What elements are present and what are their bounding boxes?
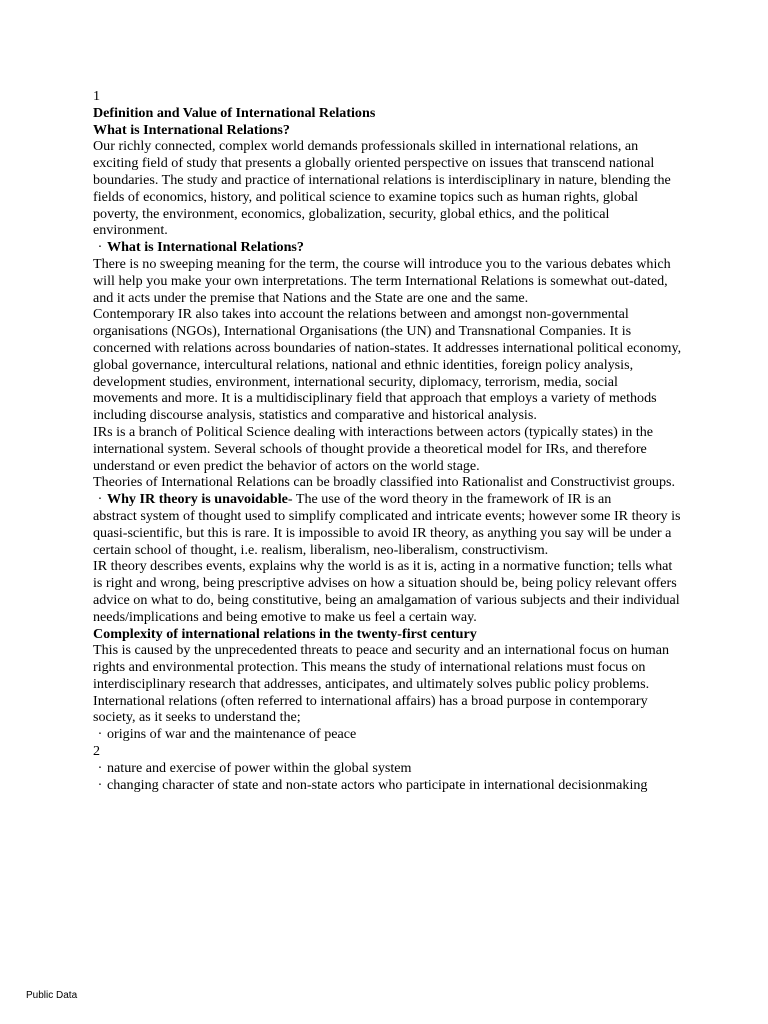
section-heading: Complexity of international relations in the twenty-first century xyxy=(93,625,477,642)
page-number: 2 xyxy=(93,743,101,760)
paragraph: IR theory describes events, explains why the world is as it is, acting in a normative function; tells what is right and wrong, being prescriptive advises on how a situation should be, being policy relevant offers advice on what to do, being constitutive, being an amalgamation of various subjects and their individual needs/implications and being emotive to make us feel a certain way. xyxy=(93,558,680,625)
document-body xyxy=(93,88,683,793)
bullet-icon: · xyxy=(97,491,103,508)
paragraph: Theories of International Relations can be broadly classified into Rationalist and Constructivist groups. xyxy=(93,474,676,491)
list-item xyxy=(93,760,683,777)
bullet-heading-text: What is International Relations? xyxy=(107,239,304,256)
list-item xyxy=(93,726,683,743)
bullet-heading xyxy=(93,239,683,256)
paragraph: abstract system of thought used to simplify complicated and intricate events; however some IR theory is quasi-scientific, but this is rare. It is impossible to avoid IR theory, as anything you say will be under a certain school of thought, i.e. realism, liberalism, neo-liberalism, constructivism. xyxy=(93,507,681,558)
bullet-icon: · xyxy=(97,726,103,743)
section-heading: What is International Relations? xyxy=(93,121,290,138)
paragraph: Contemporary IR also takes into account the relations between and amongst non-governmental organisations (NGOs), International Organisations (the UN) and Transnational Companies. It is concerned with relations across boundaries of nation-states. It addresses international political economy, global governance, intercultural relations, national and ethnic identities, foreign policy analysis, development studies, environment, international security, diplomacy, terrorism, media, social movements and more. It is a multidisciplinary field that approach that employs a variety of methods including discourse analysis, statistics and comparative and historical analysis. xyxy=(93,306,682,424)
list-item-text: nature and exercise of power within the global system xyxy=(107,759,412,776)
footer-label: Public Data xyxy=(26,990,78,1001)
bullet-heading-continuation: - The use of the word theory in the framework of IR is an xyxy=(287,491,612,508)
bullet-heading-text: Why IR theory is unavoidable xyxy=(107,491,288,508)
paragraph: IRs is a branch of Political Science dealing with interactions between actors (typically states) in the international system. Several schools of thought provide a theoretical model for IRs, and therefore understand or even predict the behavior of actors on the world stage. xyxy=(93,423,654,474)
list-item-text: origins of war and the maintenance of peace xyxy=(107,726,357,743)
page-number: 1 xyxy=(93,88,101,104)
paragraph: Our richly connected, complex world demands professionals skilled in international relations, an exciting field of study that presents a globally oriented perspective on issues that transcend national boundaries. The study and practice of international relations is interdisciplinary in nature, blending the fields of economics, history, and political science to examine topics such as human rights, global poverty, the environment, economics, globalization, security, global ethics, and the political environment. xyxy=(93,138,671,239)
bullet-icon: · xyxy=(97,239,103,256)
bullet-icon: · xyxy=(97,759,103,776)
list-item-text: changing character of state and non-state actors who participate in international decisionmaking xyxy=(107,776,648,793)
bullet-heading xyxy=(93,491,683,508)
bullet-icon: · xyxy=(97,776,103,793)
paragraph: There is no sweeping meaning for the term, the course will introduce you to the various debates which will help you make your own interpretations. The term International Relations is somewhat out-dated, and it acts under the premise that Nations and the State are one and the same. xyxy=(93,255,671,306)
list-item xyxy=(93,777,683,794)
document-title: Definition and Value of International Relations xyxy=(93,104,376,121)
paragraph: This is caused by the unprecedented threats to peace and security and an international focus on human rights and environmental protection. This means the study of international relations must focus on interdisciplinary research that addresses, anticipates, and ultimately solves public policy problems. International relations (often referred to international affairs) has a broad purpose in contemporary society, as it seeks to understand the; xyxy=(93,642,670,726)
